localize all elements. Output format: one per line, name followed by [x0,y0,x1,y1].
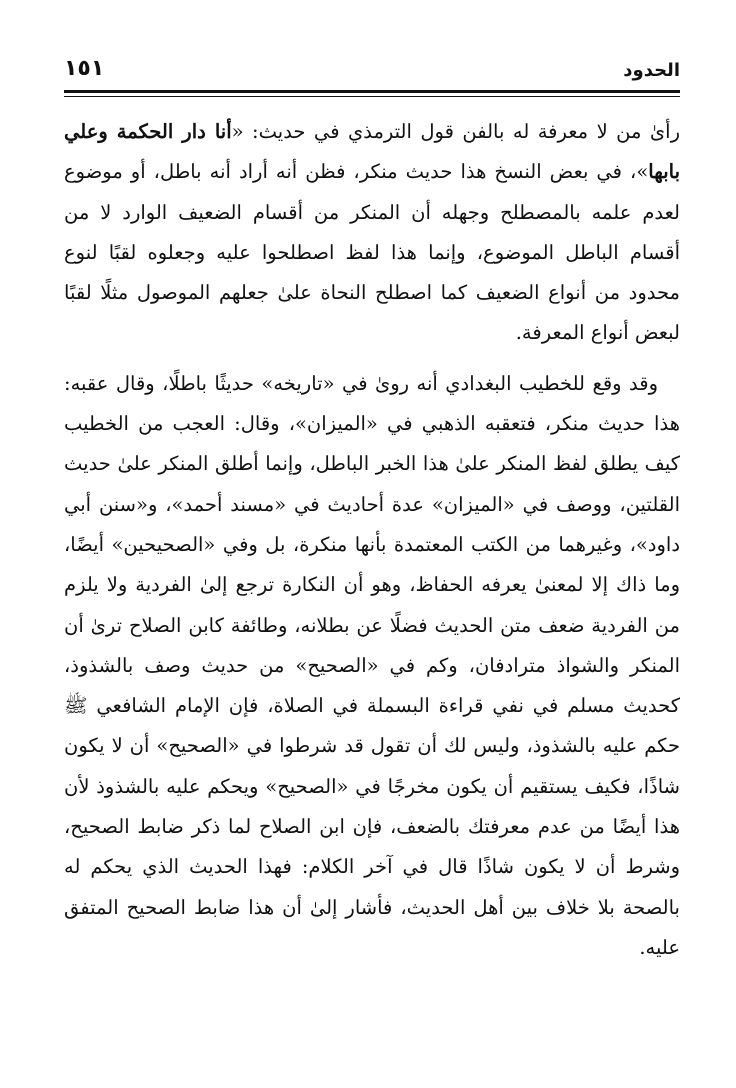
paragraph-1-lead: رأىٰ من لا معرفة له بالفن قول الترمذي في حديث: « [231,120,680,143]
paragraph-1 [64,112,680,354]
page-body [64,112,680,978]
header-rule-thin [64,96,680,97]
header-rule-thick [64,90,680,93]
page-number: ١٥١ [64,56,105,81]
paragraph-1-rest: »، في بعض النسخ هذا حديث منكر، فظن أنه أراد أنه باطل، أو موضوع لعدم علمه بالمصطلح وجهله أن المنكر من أقسام الضعيف الوارد لا من أقسام الباطل الموضوع، وإنما هذا لفظ اصطلحوا عليه وجعلوه لقبًا لنوع محدود من أنواع الضعيف كما اصطلح النحاة علىٰ جعلهم الموصول مثلًا لقبًا لبعض أنواع المعرفة. [64,160,680,345]
running-title: الحدود [623,60,680,81]
paragraph-2: وقد وقع للخطيب البغدادي أنه روىٰ في «تاريخه» حديثًا باطلًا، وقال عقبه: هذا حديث منكر، فتعقبه الذهبي في «الميزان»، وقال: العجب من الخطيب كيف يطلق لفظ المنكر علىٰ هذا الخبر الباطل، وإنما أطلق المنكر علىٰ حديث القلتين، ووصف في «الميزان» عدة أحاديث في «مسند أحمد»، و«سنن أبي داود»، وغيرهما من الكتب المعتمدة بأنها منكرة، بل وفي «الصحيحين» أيضًا، وما ذاك إلا لمعنىٰ يعرفه الحفاظ، وهو أن النكارة ترجع إلىٰ الفردية ولا يلزم من الفردية ضعف متن الحديث فضلًا عن بطلانه، وطائفة كابن الصلاح ترىٰ أن المنكر والشواذ مترادفان، وكم في «الصحيح» من حديث وصف بالشذوذ، كحديث مسلم في نفي قراءة البسملة في الصلاة، فإن الإمام الشافعي ﷺ حكم عليه بالشذوذ، وليس لك أن تقول قد شرطوا في «الصحيح» أن لا يكون شاذًا، فكيف يستقيم أن يكون مخرجًا في «الصحيح» ويحكم عليه بالشذوذ لأن هذا أيضًا من عدم معرفتك بالضعف، فإن ابن الصلاح لما ذكر ضابط الصحيح، وشرط أن لا يكون شاذًا قال في آخر الكلام: فهذا الحديث الذي يحكم له بالصحة بلا خلاف بين أهل الحديث، فأشار إلىٰ أن هذا ضابط الصحيح المتفق عليه. [64,371,680,959]
page-header [64,52,680,92]
hadith-title-bold: أنا دار الحكمة وعلي بابها [64,120,680,184]
